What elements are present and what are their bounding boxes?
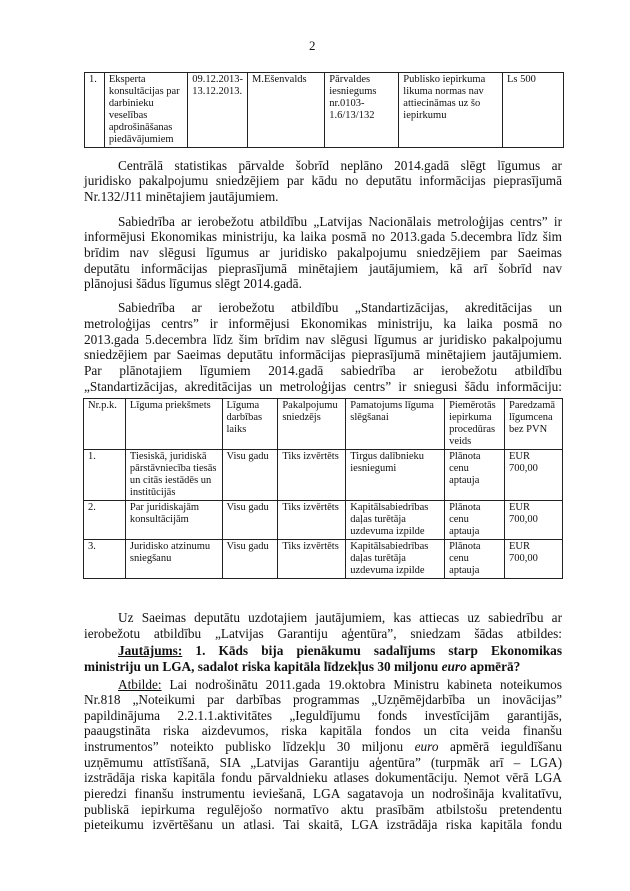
table-cell: 2.	[84, 501, 126, 540]
text-line: 2013.gada 5.decembra līdz šim brīdim nav slēgusi līgumus ar juridisko pakalpojumu	[84, 332, 562, 347]
text-line: paaugstināta riska aizdevumos, riska kapitāla fondos un cita veida finanšu	[84, 723, 562, 738]
table-cell: EUR 700,00	[504, 450, 562, 501]
text-line: Centrālā statistikas pārvalde šobrīd neplāno 2014.gadā slēgt līgumus ar	[118, 158, 562, 173]
table-header-row	[84, 399, 563, 450]
expert-consultation-table	[84, 72, 564, 148]
text-line: pieredzi finanšu instrumentu ieviešanā, LGA sagatavoja un nodrošināja kvalitatīvu,	[84, 786, 562, 801]
text-line: Par plānotajiem līgumiem 2014.gadā sabiedrība ar ierobežotu atbildību	[84, 363, 562, 378]
text-line: pieteikumu izvērtēšanu un atlasi. Tai skaitā, LGA izstrādāja riska kapitāla fondu	[84, 817, 562, 832]
text-line: deputātu informācijas pieprasījumā minētajiem jautājumiem, kā arī šobrīd nav	[84, 261, 562, 276]
table-cell: 09.12.2013-13.12.2013.	[188, 73, 248, 148]
table-cell: Kapitālsabiedrības daļas turētāja uzdevuma izpilde	[346, 501, 445, 540]
table-row	[84, 540, 563, 579]
question-label: Jautājums:	[118, 643, 183, 658]
table-cell: Nr.p.k.	[84, 399, 126, 450]
table-cell: Tiesiskā, juridiskā pārstāvniecība tiesās un citās iestādēs un institūcijās	[125, 450, 222, 501]
table-cell: Juridisko atzinumu sniegšanu	[125, 540, 222, 579]
text-line: izstrādāja riska kapitāla fondu pārvaldnieku atlases dokumentāciju. Ņemot vērā LGA	[84, 770, 562, 785]
text-line: informējusi Ekonomikas ministriju, ka laika posmā no 2013.gada 5.decembra līdz šim	[84, 229, 562, 244]
text-line: metroloģijas centrs” ir informējusi Ekonomikas ministriju, ka laika posmā no	[84, 316, 562, 331]
text-line: ierobežotu atbildību „Latvijas Garantiju aģentūra”, sniedzam šādas atbildes:	[84, 626, 562, 641]
table-cell: Plānota cenu aptauja	[445, 450, 505, 501]
table-cell: Plānota cenu aptauja	[445, 540, 505, 579]
question-line-2: ministriju un LGA, sadalot riska kapitāla līdzekļus 30 miljonu euro apmērā?	[84, 659, 521, 674]
table-cell: M.Ešenvalds	[248, 73, 325, 148]
table-cell: Visu gadu	[222, 501, 278, 540]
table-cell: EUR 700,00	[504, 540, 562, 579]
answer-line: Atbilde: Lai nodrošinātu 2011.gada 19.oktobra Ministru kabineta noteikumos	[118, 677, 562, 692]
table-cell: Pamatojums līguma slēgšanai	[346, 399, 445, 450]
table-cell: Eksperta konsultācijas par darbinieku veselības apdrošināšanas piedāvājumiem	[104, 73, 187, 148]
text-line: sniedzējiem par Saeimas deputātu informācijas pieprasījumā minētajiem jautājumiem.	[84, 347, 562, 362]
text-line: Sabiedrība ar ierobežotu atbildību „Latvijas Nacionālais metroloģijas centrs” ir	[118, 214, 562, 229]
table-cell: Līguma priekšmets	[125, 399, 222, 450]
answer-label: Atbilde:	[118, 677, 162, 692]
answer-line: instrumentos” noteikto publisko līdzekļu 30 miljonu euro apmērā ieguldīšanu	[84, 739, 562, 754]
table-cell: 1.	[85, 73, 105, 148]
table-cell: Tiks izvērtēts	[278, 450, 346, 501]
page-number: 2	[309, 38, 316, 53]
text-line: Uz Saeimas deputātu uzdotajiem jautājumiem, kas attiecas uz sabiedrību ar	[118, 610, 562, 625]
table-cell: Piemērotās iepirkuma procedūras veids	[445, 399, 505, 450]
table-cell: Publisko iepirkuma likuma normas nav attiecināmas uz šo iepirkumu	[399, 73, 503, 148]
table-row	[85, 73, 564, 148]
table-row	[84, 450, 563, 501]
text-line: papildinājuma 2.2.1.1.aktivitātes „Ieguldījumu fonds investīcijām garantijās,	[84, 708, 562, 723]
planned-contracts-table	[83, 398, 563, 579]
table-cell: Līguma darbības laiks	[222, 399, 278, 450]
text-line: Nr.818 „Noteikumi par darbības programmas „Uzņēmējdarbība un inovācijas”	[84, 692, 562, 707]
table-cell: Visu gadu	[222, 450, 278, 501]
table-cell: Visu gadu	[222, 540, 278, 579]
text-line: brīdim nav slēgusi līgumus ar juridisko pakalpojumu sniedzējiem par Saeimas	[84, 245, 562, 260]
table-cell: EUR 700,00	[504, 501, 562, 540]
question-line: Jautājums: 1. Kāds bija pienākumu sadalījums starp Ekonomikas	[118, 643, 563, 658]
table-cell: Ls 500	[502, 73, 563, 148]
table-cell: Pakalpojumu sniedzējs	[278, 399, 346, 450]
text-line: publiskā iepirkuma regulējošo normatīvo aktu prasībām atbilstošu pretendentu	[84, 802, 562, 817]
table-cell: Plānota cenu aptauja	[445, 501, 505, 540]
table-cell: 3.	[84, 540, 126, 579]
text-line: Nr.132/J11 minētajiem jautājumiem.	[84, 189, 279, 204]
table-cell: Pārvaldes iesniegums nr.0103-1.6/13/132	[325, 73, 399, 148]
text-line: „Standartizācijas, akreditācijas un metroloģijas centrs” ir sniegusi šādu informāciju:	[84, 379, 562, 394]
table-cell: 1.	[84, 450, 126, 501]
text-line: Sabiedrība ar ierobežotu atbildību „Standartizācijas, akreditācijas un	[118, 300, 562, 315]
table-cell: Par juridiskajām konsultācijām	[125, 501, 222, 540]
table-row	[84, 501, 563, 540]
table-cell: Tiks izvērtēts	[278, 540, 346, 579]
text-line: plānojusi šādus līgumus slēgt 2014.gadā.	[84, 276, 302, 291]
table-cell: Tiks izvērtēts	[278, 501, 346, 540]
text-line: uzņēmumu attīstīšanā, SIA „Latvijas Garantiju aģentūra” (turpmāk arī – LGA)	[84, 755, 562, 770]
table-cell: Kapitālsabiedrības daļas turētāja uzdevuma izpilde	[346, 540, 445, 579]
table-cell: Paredzamā līgumcena bez PVN	[504, 399, 562, 450]
text-line: juridisko pakalpojumu sniedzējiem par kādu no deputātu informācijas pieprasījumā	[84, 173, 562, 188]
table-cell: Tirgus dalībnieku iesniegumi	[346, 450, 445, 501]
